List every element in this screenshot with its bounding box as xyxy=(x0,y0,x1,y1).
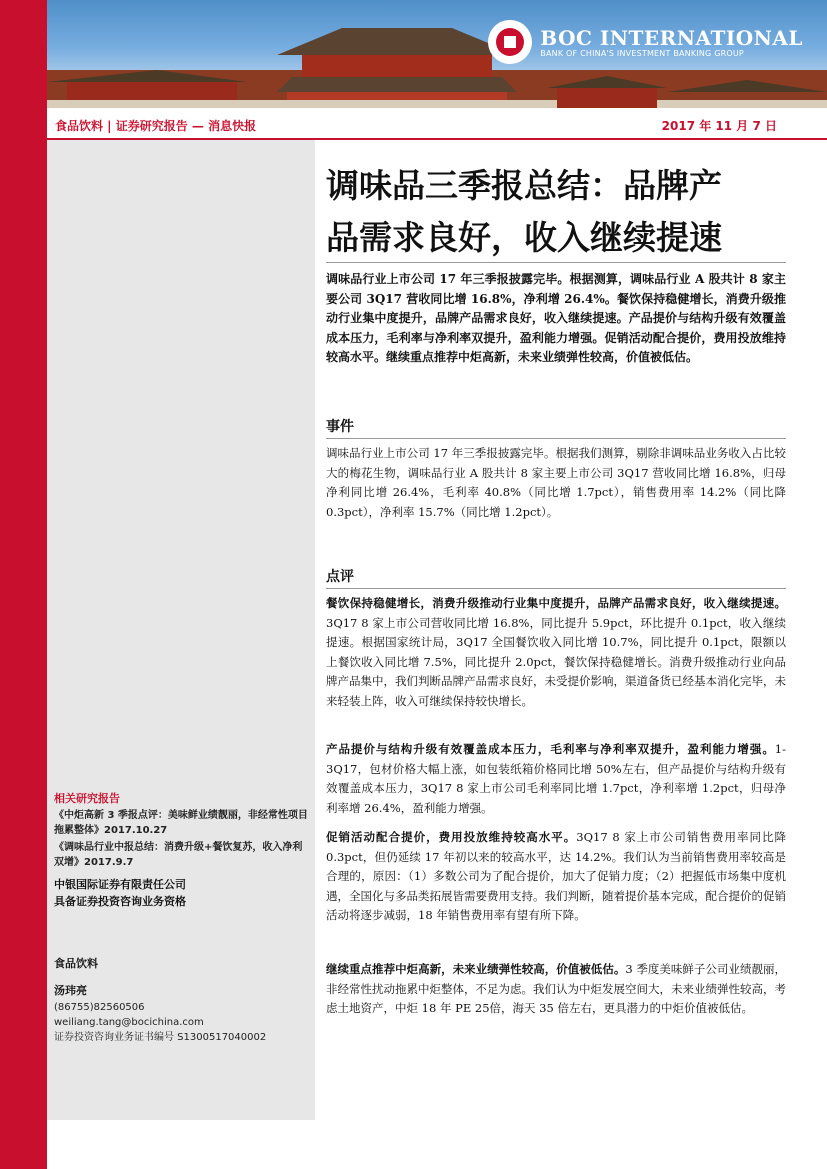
company-info xyxy=(54,876,186,910)
brand-name: BOC INTERNATIONAL xyxy=(540,25,803,50)
title-divider xyxy=(326,262,786,263)
event-body: 调味品行业上市公司 17 年三季报披露完毕。根据我们测算，剔除非调味品业务收入占比较大的梅花生物，调味品行业 A 股共计 8 家主要上市公司 3Q17 营收同比增 16.8%，归母净利同比增 26.4%，毛利率 40.8%（同比增 1.7pct），销售费用率 14.2%（同比降 0.3pct），净利率 15.7%（同比增 1.2pct）。 xyxy=(326,446,786,519)
report-info-bar xyxy=(47,108,827,140)
comment-paragraph-4 xyxy=(326,960,786,1019)
comment-lead: 继续重点推荐中炬高新，未来业绩弹性较高，价值被低估。 xyxy=(326,962,626,976)
report-date: 2017 年 11 月 7 日 xyxy=(661,119,777,133)
bank-of-china-emblem-icon xyxy=(488,20,532,64)
comment-text: 3Q17 8 家上市公司营收同比增 16.8%，同比提升 5.9pct，环比提升 0.1pct，收入继续提速。根据国家统计局，3Q17 全国餐饮收入同比增 10.7%，同比提升 0.1pct，限额以上餐饮收入同比增 7.5%，同比提升 2.0pct，餐饮保持稳健增长。消费升级推动行业向品牌产品集中，我们判断品牌产品需求良好，未受提价影响，渠道备货已经基本消化完毕，未来轻装上阵，收入可继续保持较快增长。 xyxy=(326,615,786,708)
left-sidebar xyxy=(47,140,315,1120)
comment-lead: 餐饮保持稳健增长，消费升级推动行业集中度提升，品牌产品需求良好，收入继续提速。 xyxy=(326,596,786,610)
analyst-license: 证券投资咨询业务证书编号 S1300517040002 xyxy=(54,1032,267,1043)
section-divider xyxy=(326,438,786,439)
brand-tagline: BANK OF CHINA'S INVESTMENT BANKING GROUP xyxy=(540,48,744,58)
analyst-phone: (86755)82560506 xyxy=(54,1002,145,1013)
comment-lead: 产品提价与结构升级有效覆盖成本压力，毛利率与净利率双提升，盈利能力增强。 xyxy=(326,742,775,756)
section-divider xyxy=(326,588,786,589)
section-heading-comment: 点评 xyxy=(326,569,354,585)
title-line-2: 品需求良好，收入继续提速 xyxy=(326,218,722,257)
report-category: 食品饮料 | 证券研究报告 — 消息快报 xyxy=(55,119,257,133)
title-line-1: 调味品三季报总结：品牌产 xyxy=(326,166,722,205)
comment-lead: 促销活动配合提价，费用投放维持较高水平。 xyxy=(326,830,577,844)
comment-paragraph-1 xyxy=(326,594,786,712)
comment-text: 3Q17 8 家上市公司销售费用率同比降 0.3pct，但仍延续 17 年初以来的较高水平，达 14.2%。我们认为当前销售费用率较高是合理的，原因：（1）多数公司为了配合提价，加大了促销力度；（2）把握低市场集中度机遇，全国化与多品类拓展皆需要费用支持。我们判断，随着提价基本完成，配合提价的促销活动将逐步减弱，18 年销售费用率有望有所下降。 xyxy=(326,830,787,923)
left-red-bar xyxy=(0,0,47,1169)
section-heading-event: 事件 xyxy=(326,419,354,435)
analyst-email[interactable]: weiliang.tang@bocichina.com xyxy=(54,1017,204,1028)
comment-text: 1-3Q17，包材价格大幅上涨，如包装纸箱价格同比增 50%左右，但产品提价与结构升级有效覆盖成本压力，3Q17 8 家上市公司毛利率同比增 1.7pct，净利率增 1.2pct，归母净利率增 26.4%，盈利能力增强。 xyxy=(326,742,786,815)
header-banner xyxy=(47,0,827,108)
comment-paragraph-2 xyxy=(326,740,786,818)
sector-label: 食品饮料 xyxy=(54,957,98,970)
report-title xyxy=(326,160,786,264)
related-report-item: 《中炬高新 3 季报点评：美味鲜业绩靓丽，非经常性项目拖累整体》2017.10.27 xyxy=(54,810,308,836)
related-report-item: 《调味品行业中报总结：消费升级+餐饮复苏，收入净利双增》2017.9.7 xyxy=(54,842,303,868)
analyst-name: 汤玮亮 xyxy=(54,984,87,997)
company-name: 中银国际证券有限责任公司 xyxy=(54,878,186,891)
comment-paragraph-3 xyxy=(326,828,786,926)
comment-text: 3 季度美味鲜子公司业绩靓丽，非经常性扰动拖累中炬整体，不足为虑。我们认为中炬发展空间大，未来业绩弹性较高，考虑土地资产，中炬 18 年 PE 25倍，海天 35 倍左右，更具潜力的中炬价值被低估。 xyxy=(326,962,786,1016)
report-summary: 调味品行业上市公司 17 年三季报披露完毕。根据测算，调味品行业 A 股共计 8 家主要公司 3Q17 营收同比增 16.8%，净利增 26.4%。餐饮保持稳健增长，消费升级推动行业集中度提升，品牌产品需求良好，收入继续提速。产品提价与结构升级有效覆盖成本压力，毛利率与净利率双提升，盈利能力增强。促销活动配合提价，费用投放维持较高水平。继续重点推荐中炬高新，未来业绩弹性较高，价值被低估。 xyxy=(326,272,786,364)
boc-logo xyxy=(488,20,803,64)
company-qualification: 具备证券投资咨询业务资格 xyxy=(54,895,186,908)
related-reports-title: 相关研究报告 xyxy=(54,792,120,805)
